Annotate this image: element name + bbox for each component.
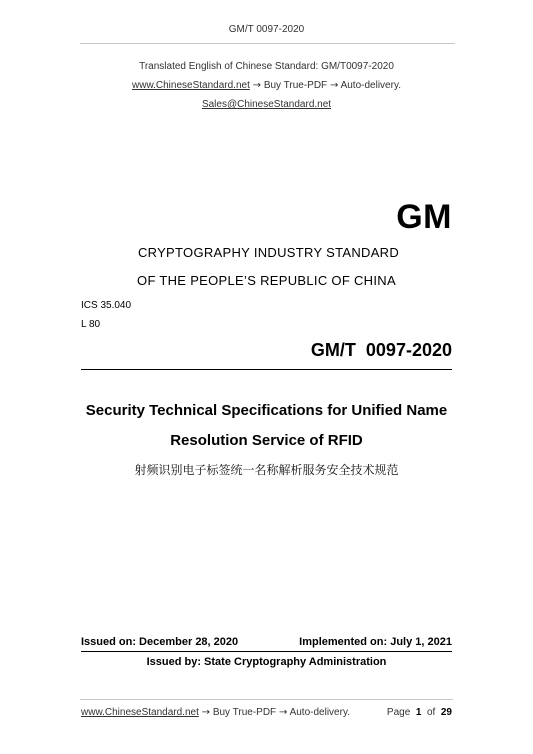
header-delivery-text: Auto-delivery. — [340, 80, 401, 91]
title-chinese: 射频识别电子标签统一名称解析服务安全技术规范 — [134, 463, 399, 477]
standard-type-line1: CRYPTOGRAPHY INDUSTRY STANDARD — [137, 245, 400, 260]
footer-buy-text: Buy True-PDF — [212, 707, 277, 718]
header-doc-code: GM/T 0097-2020 — [228, 24, 305, 35]
implemented-on-date: Implemented on: July 1, 2021 — [299, 636, 452, 648]
issued-on-date: Issued on: December 28, 2020 — [81, 636, 239, 648]
header-email-line — [0, 99, 533, 110]
gm-mark: GM — [396, 198, 452, 236]
footer-divider — [80, 699, 453, 700]
page-of: of — [426, 707, 436, 718]
arrow-right-icon: → — [252, 80, 262, 91]
header-buy-text: Buy True-PDF — [263, 80, 328, 91]
classification-code: L 80 — [81, 319, 101, 330]
arrow-right-icon: → — [329, 80, 339, 91]
footer-delivery-text: Auto-delivery. — [289, 707, 350, 718]
title-divider — [81, 369, 452, 370]
page-indicator — [387, 707, 452, 718]
page-total: 29 — [440, 707, 452, 718]
title-line1: Security Technical Specifications for Unified Name — [85, 402, 448, 419]
email-link[interactable]: Sales@ChineseStandard.net — [201, 99, 332, 110]
arrow-right-icon: → — [278, 707, 288, 718]
document-number: GM/T 0097-2020 — [310, 340, 452, 360]
footer-site-link[interactable]: www.ChineseStandard.net — [81, 707, 199, 718]
title-line2: Resolution Service of RFID — [170, 432, 363, 449]
dates-divider — [81, 651, 452, 652]
page-label: Page — [386, 707, 411, 718]
ics-code: ICS 35.040 — [81, 300, 132, 311]
translation-note: Translated English of Chinese Standard: GM/T0097-2020 — [139, 61, 394, 72]
issued-by: Issued by: State Cryptography Administration — [146, 656, 387, 668]
footer-link-line — [81, 707, 350, 718]
header-site-link[interactable]: www.ChineseStandard.net — [132, 80, 250, 91]
standard-type-line2: OF THE PEOPLE’S REPUBLIC OF CHINA — [137, 273, 396, 288]
arrow-right-icon: → — [201, 707, 211, 718]
header-divider — [80, 43, 455, 44]
header-link-line — [0, 80, 533, 91]
page-current: 1 — [415, 707, 422, 718]
